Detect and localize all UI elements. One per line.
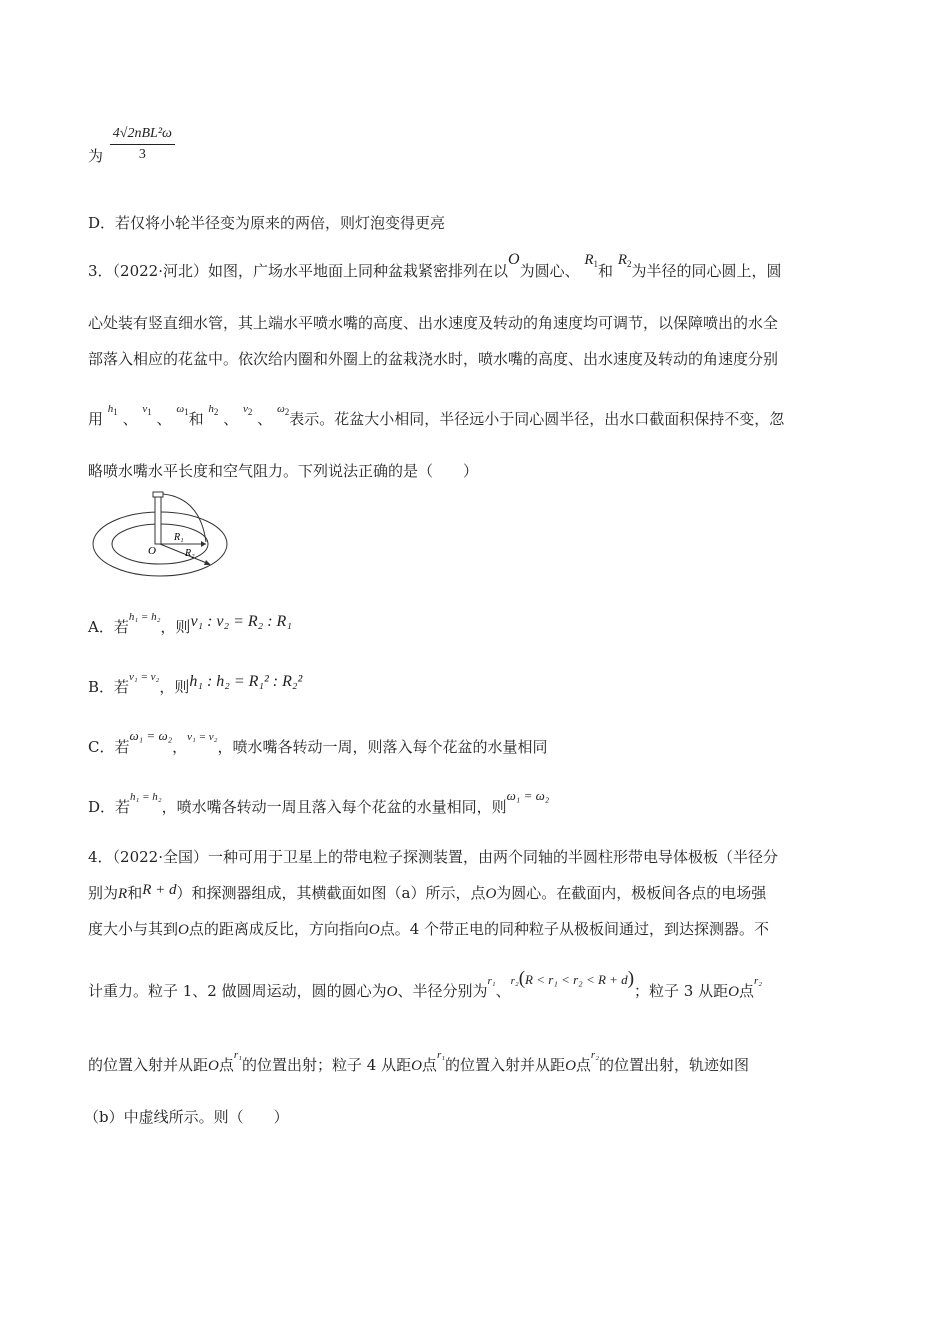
subscript: 2 <box>627 259 632 269</box>
fraction-numerator: 4√2nBL²ω <box>110 126 175 145</box>
subscript: 2 <box>284 407 290 417</box>
paren-open: ( <box>518 968 526 989</box>
q4-line-6: （b）中虚线所示。则（ ） <box>84 1108 289 1126</box>
option-condition: h₁ = h₂ <box>130 791 162 803</box>
q4-text: ）和探测器组成，其横截面如图（a）所示，点 <box>176 884 486 902</box>
separator: 、 <box>122 410 138 428</box>
q3-text: 表示。花盆大小相同，半径远小于同心圆半径，出水口截面积保持不变，忽 <box>289 410 785 428</box>
symbol-O: O <box>368 922 380 938</box>
option-d <box>88 788 550 817</box>
q4-text: 计重力。粒子 1、2 做圆周运动，圆的圆心为 <box>88 982 387 1000</box>
symbol-h1 <box>108 403 118 415</box>
q4-line-4 <box>88 968 763 1002</box>
q3-line-4 <box>88 403 785 429</box>
symbol-v: v <box>243 403 248 415</box>
q4-text: 点 <box>738 982 754 1000</box>
symbol-v: v <box>142 403 148 415</box>
subscript: 2 <box>213 407 219 417</box>
q4-text: 点。4 个带正电的同种粒子从极板间通过，到达探测器。不 <box>379 920 770 938</box>
symbol-O: O <box>728 984 739 1000</box>
q4-text: ；粒子 3 从距 <box>634 982 729 1000</box>
symbol-R: R <box>584 252 594 268</box>
q3-text: 为半径的同心圆上，圆 <box>631 262 782 280</box>
symbol-R: R <box>118 886 128 902</box>
symbol-omega2 <box>277 403 289 415</box>
symbol-O: O <box>508 251 520 268</box>
q4-text: 的位置入射并从距 <box>445 1056 566 1074</box>
fraction-prefix: 为 <box>88 146 104 165</box>
label-R1: R₁ <box>174 532 184 543</box>
radius-r2-arrow <box>204 560 211 565</box>
q3-number: 3． <box>88 262 113 280</box>
water-pipe <box>155 496 161 544</box>
symbol-omega: ω <box>176 403 185 415</box>
q3-text: 如图，广场水平地面上同种盆栽紧密排列在以 <box>208 262 509 280</box>
symbol-h: h <box>107 403 114 415</box>
q4-line-2 <box>88 882 766 903</box>
q4-source: （2022·全国） <box>112 848 208 866</box>
option-text: ，喷水嘴各转动一周且落入每个花盆的水量相同，则 <box>161 798 507 816</box>
separator: 、 <box>223 410 239 428</box>
label-R2: R₂ <box>185 548 195 559</box>
q4-text: 点的距离成反比，方向指向 <box>188 920 369 938</box>
option-c <box>88 728 548 757</box>
option-text: ， <box>172 738 188 756</box>
symbol-omega1 <box>176 403 188 415</box>
option-label: D．若 <box>88 798 131 816</box>
subscript: 1 <box>184 407 189 417</box>
separator: 、 <box>156 410 172 428</box>
symbol-O: O <box>386 984 398 1000</box>
symbol-O: O <box>208 1058 219 1074</box>
q3-source: （2022·河北） <box>112 262 208 280</box>
option-label: B．若 <box>88 678 130 696</box>
option-text: ，则 <box>159 678 190 696</box>
q3-text: 用 <box>88 410 104 428</box>
subscript: 1 <box>113 407 118 417</box>
q4-number: 4． <box>88 848 113 866</box>
symbol-R2 <box>618 252 632 268</box>
q4-text: 和 <box>127 884 143 902</box>
symbol-r1: r₁ <box>233 1049 242 1061</box>
q4-text: 的位置入射并从距 <box>88 1056 209 1074</box>
option-b <box>88 671 303 697</box>
radius-r1-arrow <box>201 541 206 547</box>
separator: 、 <box>257 410 273 428</box>
option-result: h₁ : h₂ = R₁² : R₂² <box>189 673 303 690</box>
subscript: 1 <box>147 407 152 417</box>
q4-line-3 <box>88 918 769 939</box>
symbol-r1: r₁ <box>487 975 496 987</box>
inequality <box>518 968 635 989</box>
option-label: A．若 <box>88 618 129 636</box>
q4-text: 、半径分别为 <box>397 982 488 1000</box>
subscript: 2 <box>247 407 253 417</box>
option-d-previous: D．若仅将小轮半径变为原来的两倍，则灯泡变得更亮 <box>88 214 446 232</box>
option-condition: v₁ = v₂ <box>187 731 218 743</box>
q3-line-3: 部落入相应的花盆中。依次给内圈和外圈上的盆栽浇水时，喷水嘴的高度、出水速度及转动的角速度分别 <box>88 350 779 368</box>
q4-text: 别为 <box>88 884 119 902</box>
option-a <box>88 611 292 637</box>
symbol-v1 <box>142 403 151 415</box>
q3-line-5: 略喷水嘴水平长度和空气阻力。下列说法正确的是（ ） <box>88 462 479 480</box>
symbol-r1: r₁ <box>436 1049 446 1061</box>
symbol-r2: r₂ <box>510 975 519 987</box>
subscript: 1 <box>593 259 599 269</box>
symbol-h2 <box>208 403 218 415</box>
paren-close: ) <box>627 968 635 989</box>
symbol-O: O <box>178 922 189 938</box>
q3-line-2: 心处装有竖直细水管，其上端水平喷水嘴的高度、出水速度及转动的角速度均可调节，以保障喷出的水全 <box>88 314 779 332</box>
symbol-omega: ω <box>276 403 285 415</box>
fraction-denominator: 3 <box>138 147 146 162</box>
q3-text: 和 <box>188 410 204 428</box>
q3-line-1 <box>88 251 782 281</box>
q4-text: 的位置出射；粒子 4 从距 <box>241 1056 412 1074</box>
symbol-r2: r₂ <box>753 975 763 987</box>
q4-text: 点 <box>575 1056 591 1074</box>
option-condition: v₁ = v₂ <box>129 671 160 683</box>
option-text: ，则 <box>160 618 191 636</box>
option-result: ω₁ = ω₂ <box>506 788 550 803</box>
symbol-h: h <box>208 403 214 415</box>
symbol-R1 <box>584 252 598 268</box>
fraction-line <box>88 126 175 163</box>
q4-text: 点 <box>421 1056 437 1074</box>
q3-text: 为圆心、 <box>519 262 580 280</box>
symbol-r2: r₂ <box>590 1049 600 1061</box>
q4-text: 一种可用于卫星上的带电粒子探测装置，由两个同轴的半圆柱形带电导体极板（半径分 <box>208 848 779 866</box>
symbol-O: O <box>485 886 497 902</box>
symbol-O: O <box>565 1058 576 1074</box>
symbol-R: R <box>617 252 628 268</box>
q4-line-5 <box>88 1049 750 1075</box>
fountain-figure <box>90 488 230 580</box>
symbol-R-plus-d: R + d <box>142 882 177 898</box>
fraction <box>110 126 175 163</box>
option-text: ，喷水嘴各转动一周，则落入每个花盆的水量相同 <box>217 738 548 756</box>
symbol-O: O <box>411 1058 422 1074</box>
q4-text: 度大小与其到 <box>88 920 179 938</box>
separator: 、 <box>495 982 511 1000</box>
option-condition: h₁ = h₂ <box>128 611 161 623</box>
option-result: v₁ : v₂ = R₂ : R₁ <box>190 613 292 630</box>
symbol-v2 <box>243 403 252 415</box>
q4-text: 为圆心。在截面内，极板间各点的电场强 <box>496 884 767 902</box>
option-label: C．若 <box>88 738 130 756</box>
nozzle <box>153 492 163 497</box>
inequality-text: R < r₁ < r₂ < R + d <box>525 972 628 987</box>
option-condition: ω₁ = ω₂ <box>129 728 173 743</box>
q4-text: 的位置出射，轨迹如图 <box>599 1056 750 1074</box>
water-trajectory <box>163 494 206 542</box>
label-O: O <box>148 545 156 557</box>
q3-text: 和 <box>598 262 614 280</box>
q4-line-1 <box>88 846 778 867</box>
q4-text: 点 <box>218 1056 234 1074</box>
